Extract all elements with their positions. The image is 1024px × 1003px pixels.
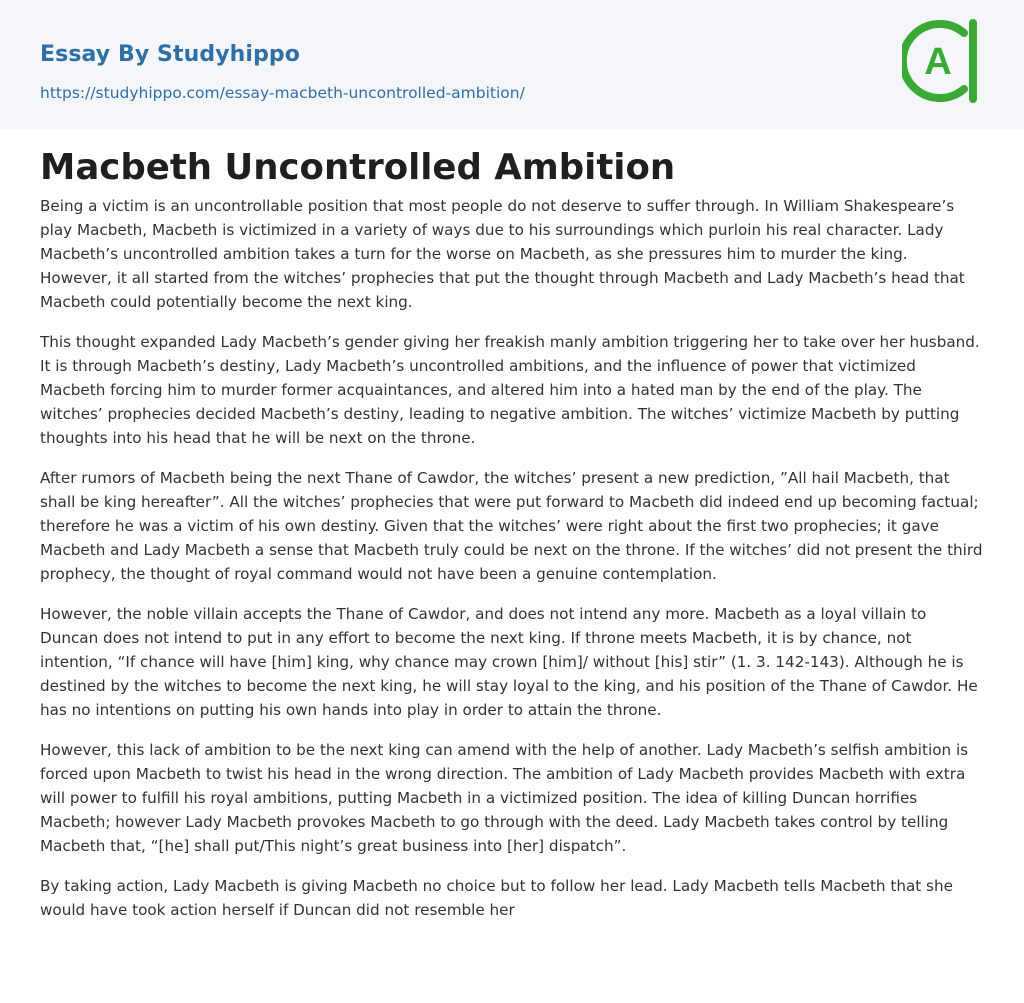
article-content	[0, 129, 1024, 922]
logo-letter: A	[924, 41, 952, 83]
essay-paragraph-3: After rumors of Macbeth being the next Thane of Cawdor, the witches’ present a new prediction, ”All hail Macbeth, that shall be king hereafter”. All the witches’ prophecies that were put forward to Macbeth did indeed end up becoming factual; therefore he was a victim of his own destiny. Given that the witches’ were right about the first two prophecies; it gave Macbeth and Lady Macbeth a sense that Macbeth truly could be next on the throne. If the witches’ did not present the third prophecy, the thought of royal command would not have been a genuine contemplation.	[40, 469, 983, 583]
site-brand[interactable]: Essay By Studyhippo	[40, 42, 300, 67]
essay-url-link[interactable]: https://studyhippo.com/essay-macbeth-uncontrolled-ambition/	[40, 84, 525, 102]
essay-paragraph-2: This thought expanded Lady Macbeth’s gender giving her freakish manly ambition triggering her to take over her husband. It is through Macbeth’s destiny, Lady Macbeth’s uncontrolled ambitions, and the influence of power that victimized Macbeth forcing him to murder former acquaintances, and altered him into a hated man by the end of the play. The witches’ prophecies decided Macbeth’s destiny, leading to negative ambition. The witches’ victimize Macbeth by putting thoughts into his head that he will be next on the throne.	[40, 333, 980, 447]
studyhippo-logo-icon[interactable]	[902, 18, 988, 104]
essay-paragraph-1: Being a victim is an uncontrollable position that most people do not deserve to suffer through. In William Shakespeare’s play Macbeth, Macbeth is victimized in a variety of ways due to his surroundings which purloin his real character. Lady Macbeth’s uncontrolled ambition takes a turn for the worse on Macbeth, as she pressures him to murder the king. However, it all started from the witches’ prophecies that put the thought through Macbeth and Lady Macbeth’s head that Macbeth could potentially become the next king.	[40, 197, 965, 311]
essay-paragraph-5: However, this lack of ambition to be the next king can amend with the help of another. Lady Macbeth’s selfish ambition is forced upon Macbeth to twist his head in the wrong direction. The ambition of Lady Macbeth provides Macbeth with extra will power to fulfill his royal ambitions, putting Macbeth in a victimized position. The idea of killing Duncan horrifies Macbeth; however Lady Macbeth provokes Macbeth to go through with the deed. Lady Macbeth takes control by telling Macbeth that, “[he] shall put/This night’s great business into [her] dispatch”.	[40, 741, 969, 855]
essay-title: Macbeth Uncontrolled Ambition	[40, 147, 676, 188]
essay-paragraph-6: By taking action, Lady Macbeth is giving Macbeth no choice but to follow her lead. Lady Macbeth tells Macbeth that she would have took action herself if Duncan did not resemble her	[40, 877, 953, 919]
site-header	[0, 0, 1024, 129]
essay-paragraph-4: However, the noble villain accepts the Thane of Cawdor, and does not intend any more. Macbeth as a loyal villain to Duncan does not intend to put in any effort to become the next king. If throne meets Macbeth, it is by chance, not intention, “If chance will have [him] king, why chance may crown [him]/ without [his] stir” (1. 3. 142-143). Although he is destined by the witches to become the next king, he will stay loyal to the king, and his position of the Thane of Cawdor. He has no intentions on putting his own hands into play in order to attain the throne.	[40, 605, 978, 719]
